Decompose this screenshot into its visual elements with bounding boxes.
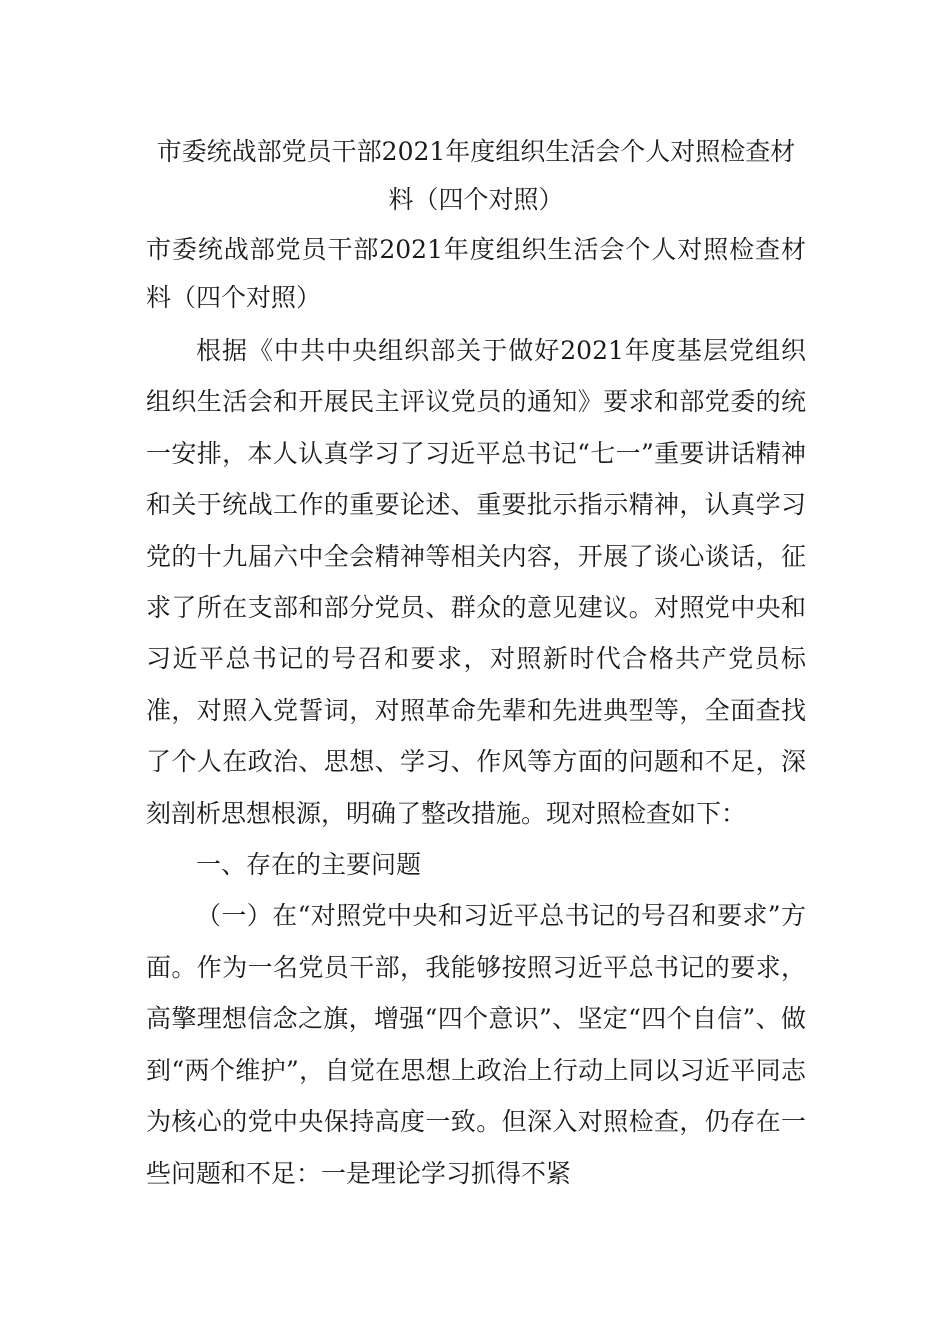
- document-title: 市委统战部党员干部2021年度组织生活会个人对照检查材料（四个对照）: [156, 137, 796, 214]
- section-heading: 一、存在的主要问题: [196, 850, 422, 880]
- document-subtitle: 市委统战部党员干部2021年度组织生活会个人对照检查材料（四个对照）: [146, 235, 806, 312]
- section-paragraph: （一）在“对照党中央和习近平总书记的号召和要求”方面。作为一名党员干部，我能够按照习近平总书记的要求，高擎理想信念之旗，增强“四个意识”、坚定“四个自信”、做到“两个维护”，自觉在思想上政治上行动上同以习近平同志为核心的党中央保持高度一致。但深入对照检查，仍存在一些问题和不足：一是理论学习抓得不紧: [146, 901, 806, 1188]
- document-page: [146, 128, 806, 1199]
- intro-paragraph: 根据《中共中央组织部关于做好2021年度基层党组织组织生活会和开展民主评议党员的通知》要求和部党委的统一安排，本人认真学习了习近平总书记“七一”重要讲话精神和关于统战工作的重要论述、重要批示指示精神，认真学习党的十九届六中全会精神等相关内容，开展了谈心谈话，征求了所在支部和部分党员、群众的意见建议。对照党中央和习近平总书记的号召和要求，对照新时代合格共产党员标准，对照入党誓词，对照革命先辈和先进典型等，全面查找了个人在政治、思想、学习、作风等方面的问题和不足，深刻剖析思想根源，明确了整改措施。现对照检查如下：: [146, 336, 806, 828]
